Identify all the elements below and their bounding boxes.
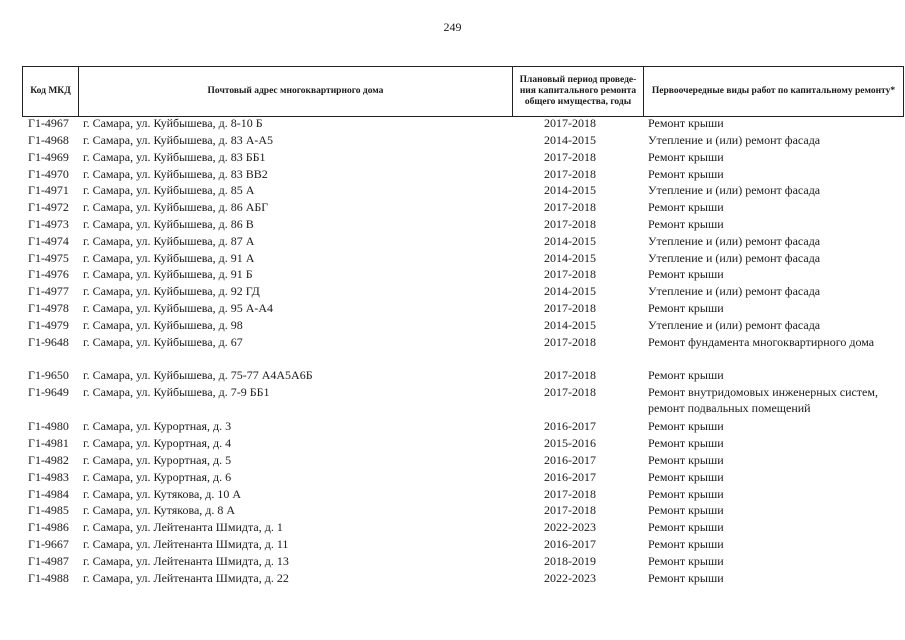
row-address: г. Самара, ул. Куйбышева, д. 86 АБГ: [83, 200, 269, 214]
row-period: 2014-2015: [544, 284, 596, 298]
row-works: Ремонт крыши: [648, 571, 724, 585]
row-address: г. Самара, ул. Куйбышева, д. 87 А: [83, 234, 255, 248]
row-address: г. Самара, ул. Кутякова, д. 8 А: [83, 503, 236, 517]
row-code: Г1-4967: [28, 116, 69, 130]
row-address: г. Самара, ул. Куйбышева, д. 91 Б: [83, 267, 253, 281]
row-works: Ремонт крыши: [648, 200, 724, 214]
page-number: 249: [443, 20, 462, 34]
row-works: Ремонт крыши: [648, 368, 724, 382]
row-period: 2016-2017: [544, 537, 596, 551]
row-code: Г1-4976: [28, 267, 69, 281]
row-code: Г1-9650: [28, 368, 69, 382]
row-period: 2017-2018: [544, 301, 596, 315]
row-code: Г1-4977: [28, 284, 69, 298]
row-period: 2014-2015: [544, 318, 596, 332]
row-code: Г1-4988: [28, 571, 69, 585]
row-code: Г1-4987: [28, 554, 69, 568]
header-works: Первоочередные виды работ по капитальному ремонту*: [644, 67, 904, 116]
row-period: 2017-2018: [544, 200, 596, 214]
row-address: г. Самара, ул. Лейтенанта Шмидта, д. 13: [83, 554, 289, 568]
row-code: Г1-4983: [28, 470, 69, 484]
row-address: г. Самара, ул. Куйбышева, д. 7-9 ББ1: [83, 385, 270, 399]
row-address: г. Самара, ул. Куйбышева, д. 91 А: [83, 251, 255, 265]
row-address: г. Самара, ул. Куйбышева, д. 85 А: [83, 183, 255, 197]
row-address: г. Самара, ул. Куйбышева, д. 83 А-А5: [83, 133, 274, 147]
row-code: Г1-4974: [28, 234, 69, 248]
row-period: 2016-2017: [544, 470, 596, 484]
row-works: Ремонт крыши: [648, 436, 724, 450]
row-address: г. Самара, ул. Куйбышева, д. 8-10 Б: [83, 116, 263, 130]
row-works: Ремонт внутридомовых инженерных систем, ремонт подвальных помещений: [648, 385, 878, 415]
row-code: Г1-4986: [28, 520, 69, 534]
row-code: Г1-4984: [28, 487, 69, 501]
row-address: г. Самара, ул. Куйбышева, д. 98: [83, 318, 243, 332]
row-works: Ремонт крыши: [648, 520, 724, 534]
row-period: 2017-2018: [544, 217, 596, 231]
header-address: Почтовый адрес многоквартирного дома: [79, 67, 513, 116]
row-address: г. Самара, ул. Куйбышева, д. 95 А-А4: [83, 301, 274, 315]
row-code: Г1-4979: [28, 318, 69, 332]
row-period: 2014-2015: [544, 133, 596, 147]
row-works: Ремонт крыши: [648, 470, 724, 484]
row-works: Ремонт крыши: [648, 217, 724, 231]
row-period: 2016-2017: [544, 419, 596, 433]
row-code: Г1-4969: [28, 150, 69, 164]
row-address: г. Самара, ул. Куйбышева, д. 83 ВВ2: [83, 167, 268, 181]
row-works: Утепление и (или) ремонт фасада: [648, 234, 821, 248]
row-code: Г1-4982: [28, 453, 69, 467]
row-address: г. Самара, ул. Куйбышева, д. 92 ГД: [83, 284, 260, 298]
row-works: Ремонт крыши: [648, 503, 724, 517]
row-period: 2017-2018: [544, 503, 596, 517]
row-address: г. Самара, ул. Куйбышева, д. 83 ББ1: [83, 150, 266, 164]
row-works: Ремонт крыши: [648, 150, 724, 164]
row-works: Утепление и (или) ремонт фасада: [648, 251, 821, 265]
row-period: 2017-2018: [544, 368, 596, 382]
row-period: 2017-2018: [544, 267, 596, 281]
row-address: г. Самара, ул. Кутякова, д. 10 А: [83, 487, 242, 501]
row-works: Ремонт крыши: [648, 167, 724, 181]
row-address: г. Самара, ул. Курортная, д. 6: [83, 470, 232, 484]
row-works: Ремонт крыши: [648, 487, 724, 501]
row-works: Ремонт крыши: [648, 419, 724, 433]
row-period: 2017-2018: [544, 335, 596, 349]
row-code: Г1-4985: [28, 503, 69, 517]
row-period: 2014-2015: [544, 234, 596, 248]
row-code: Г1-4978: [28, 301, 69, 315]
row-works: Ремонт крыши: [648, 267, 724, 281]
row-period: 2014-2015: [544, 251, 596, 265]
row-period: 2022-2023: [544, 520, 596, 534]
row-works: Ремонт крыши: [648, 453, 724, 467]
row-period: 2022-2023: [544, 571, 596, 585]
row-address: г. Самара, ул. Лейтенанта Шмидта, д. 22: [83, 571, 289, 585]
row-period: 2016-2017: [544, 453, 596, 467]
row-code: Г1-4981: [28, 436, 69, 450]
header-code: Код МКД: [22, 67, 79, 116]
row-period: 2018-2019: [544, 554, 596, 568]
row-address: г. Самара, ул. Куйбышева, д. 67: [83, 335, 243, 349]
row-works: Ремонт крыши: [648, 537, 724, 551]
row-works: Утепление и (или) ремонт фасада: [648, 133, 821, 147]
row-period: 2014-2015: [544, 183, 596, 197]
row-address: г. Самара, ул. Курортная, д. 5: [83, 453, 232, 467]
row-address: г. Самара, ул. Курортная, д. 3: [83, 419, 232, 433]
row-period: 2017-2018: [544, 150, 596, 164]
row-address: г. Самара, ул. Лейтенанта Шмидта, д. 1: [83, 520, 283, 534]
row-address: г. Самара, ул. Куйбышева, д. 86 В: [83, 217, 254, 231]
row-code: Г1-4973: [28, 217, 69, 231]
row-code: Г1-4972: [28, 200, 69, 214]
row-code: Г1-9649: [28, 385, 69, 399]
row-period: 2017-2018: [544, 385, 596, 399]
row-address: г. Самара, ул. Лейтенанта Шмидта, д. 11: [83, 537, 289, 551]
row-code: Г1-9667: [28, 537, 69, 551]
row-works: Утепление и (или) ремонт фасада: [648, 318, 821, 332]
row-works: Утепление и (или) ремонт фасада: [648, 284, 821, 298]
row-period: 2015-2016: [544, 436, 596, 450]
header-period: Плановый период проведе-ния капитального ремонта общего имущества, годы: [513, 67, 644, 116]
row-works: Ремонт фундамента многоквартирного дома: [648, 335, 875, 349]
row-works: Ремонт крыши: [648, 301, 724, 315]
row-code: Г1-4975: [28, 251, 69, 265]
row-works: Ремонт крыши: [648, 116, 724, 130]
row-code: Г1-4971: [28, 183, 69, 197]
row-code: Г1-9648: [28, 335, 69, 349]
row-code: Г1-4970: [28, 167, 69, 181]
row-code: Г1-4968: [28, 133, 69, 147]
row-period: 2017-2018: [544, 167, 596, 181]
row-works: Ремонт крыши: [648, 554, 724, 568]
row-period: 2017-2018: [544, 116, 596, 130]
row-code: Г1-4980: [28, 419, 69, 433]
row-period: 2017-2018: [544, 487, 596, 501]
row-address: г. Самара, ул. Куйбышева, д. 75-77 А4А5А6Б: [83, 368, 313, 382]
row-address: г. Самара, ул. Курортная, д. 4: [83, 436, 232, 450]
row-works: Утепление и (или) ремонт фасада: [648, 183, 821, 197]
